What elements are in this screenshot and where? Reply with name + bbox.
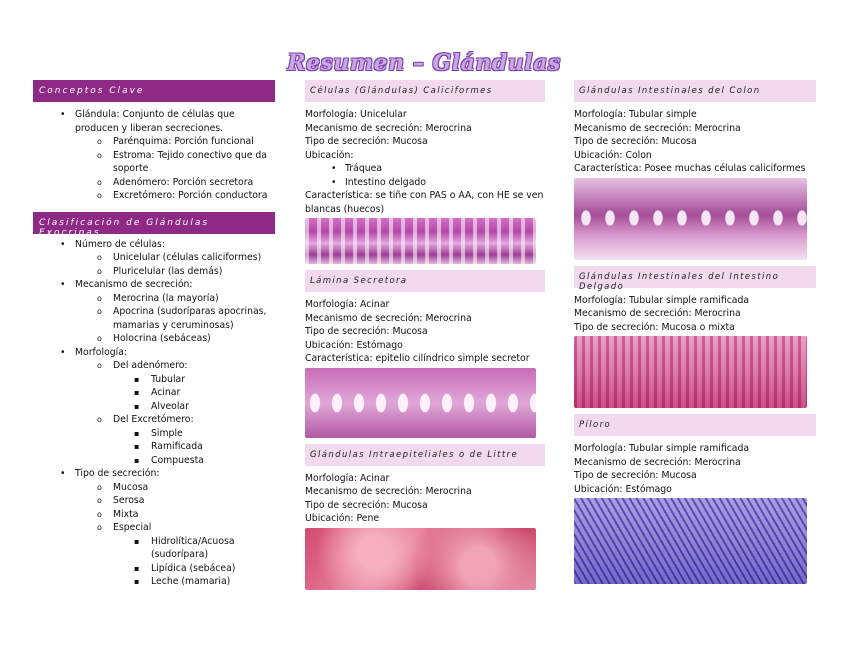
text-line: Mecanismo de secreción: Merocrina bbox=[574, 308, 741, 319]
text-line: Tipo de secreción: Mucosa bbox=[574, 470, 697, 481]
adenomero-sublist bbox=[113, 373, 275, 414]
glandula-definition: Glándula: Conjunto de células que producen y liberan secreciones. bbox=[75, 109, 235, 134]
text-line: Característica: Posee muchas células caliciformes bbox=[574, 163, 806, 174]
section-header-clasificacion: Clasificación de Glándulas Exocrinas bbox=[33, 212, 275, 234]
especial-label: Especial bbox=[113, 522, 152, 533]
text-line: Mecanismo de secreción: Merocrina bbox=[305, 122, 472, 134]
tipo-sublist bbox=[75, 481, 275, 589]
list-item bbox=[113, 413, 275, 467]
section-header-piloro: Píloro bbox=[574, 414, 816, 436]
piloro-micrograph bbox=[574, 498, 807, 584]
text-line: Ubicación: Estómago bbox=[574, 483, 672, 495]
list-item: ▪ Compuesta bbox=[151, 454, 275, 468]
text-line: Morfología: Tubular simple bbox=[574, 109, 697, 120]
colon-micrograph bbox=[574, 178, 807, 260]
conceptos-list bbox=[33, 108, 275, 203]
section-header-caliciformes: Células (Glándulas) Caliciformes bbox=[305, 80, 545, 102]
list-item: o Mixta bbox=[113, 508, 275, 522]
delgado-micrograph bbox=[574, 336, 807, 408]
excretomero-sublist bbox=[113, 427, 275, 468]
clasificacion-list bbox=[33, 238, 275, 589]
list-item: o Serosa bbox=[113, 494, 275, 508]
list-item bbox=[75, 238, 275, 279]
text-line: Morfología: Tubular simple ramificada bbox=[574, 294, 750, 306]
adenomero-label: Del adenómero: bbox=[113, 360, 188, 371]
numero-label: Número de células: bbox=[75, 238, 166, 250]
page-title: Resumen – Glándulas bbox=[287, 50, 561, 76]
text-line: Morfología: Acinar bbox=[305, 299, 390, 310]
list-item: o Excretómero: Porción conductora bbox=[113, 189, 275, 203]
mecanismo-sublist bbox=[75, 292, 275, 346]
numero-sublist bbox=[75, 251, 275, 278]
list-item: o Apocrina (sudoríparas apocrinas, mamarias y ceruminosas) bbox=[113, 305, 275, 332]
list-item: o Merocrina (la mayoría) bbox=[113, 292, 275, 306]
morfologia-label: Morfología: bbox=[75, 346, 128, 358]
list-item: o Mucosa bbox=[113, 481, 275, 495]
caliciformes-body bbox=[305, 108, 545, 216]
list-item: o Holocrina (sebáceas) bbox=[113, 332, 275, 346]
text-line: Tipo de secreción: Mucosa o mixta bbox=[574, 321, 735, 333]
lamina-micrograph bbox=[305, 368, 536, 438]
section-header-conceptos: Conceptos Clave bbox=[33, 80, 275, 102]
littre-micrograph bbox=[305, 528, 536, 590]
text-line: Morfología: Unicelular bbox=[305, 109, 407, 120]
section-header-lamina: Lámina Secretora bbox=[305, 270, 545, 292]
caliciformes-micrograph bbox=[305, 218, 536, 264]
list-item bbox=[113, 359, 275, 413]
mecanismo-label: Mecanismo de secreción: bbox=[75, 279, 193, 290]
list-item: o Unicelular (células caliciformes) bbox=[113, 251, 275, 265]
piloro-body bbox=[574, 442, 816, 496]
list-item: ▪ Hidrolítica/Acuosa (sudorípara) bbox=[151, 535, 275, 562]
ubicaciones-list bbox=[305, 162, 545, 189]
littre-body bbox=[305, 472, 545, 526]
text-line: Mecanismo de secreción: Merocrina bbox=[574, 122, 741, 134]
list-item: ▪ Acinar bbox=[151, 386, 275, 400]
list-item bbox=[75, 108, 275, 203]
list-item: o Parénquima: Porción funcional bbox=[113, 135, 275, 149]
column-left bbox=[33, 80, 275, 589]
list-item: ▪ Lipídica (sebácea) bbox=[151, 562, 275, 576]
text-line: Ubicación: Colon bbox=[574, 149, 652, 161]
lamina-body bbox=[305, 298, 545, 366]
text-line: Mecanismo de secreción: Merocrina bbox=[305, 486, 472, 497]
conceptos-sublist bbox=[75, 135, 275, 203]
list-item: o Adenómero: Porción secretora bbox=[113, 176, 275, 190]
text-line: Tipo de secreción: Mucosa bbox=[305, 326, 428, 337]
list-item: • Intestino delgado bbox=[345, 176, 545, 190]
column-right bbox=[574, 80, 816, 584]
text-line: Mecanismo de secreción: Merocrina bbox=[574, 456, 741, 468]
list-item: ▪ Tubular bbox=[151, 373, 275, 387]
colon-body bbox=[574, 108, 816, 176]
text-line: Característica: se tiñe con PAS o AA, con HE se ven blancas (huecos) bbox=[305, 190, 544, 215]
delgado-body bbox=[574, 294, 816, 335]
especial-sublist bbox=[113, 535, 275, 589]
list-item: • Tráquea bbox=[345, 162, 545, 176]
text-line: Mecanismo de secreción: Merocrina bbox=[305, 312, 472, 324]
list-item: o Pluricelular (las demás) bbox=[113, 265, 275, 279]
text-line: Morfología: Tubular simple ramificada bbox=[574, 443, 750, 454]
text-line: Tipo de secreción: Mucosa bbox=[305, 499, 428, 511]
list-item bbox=[75, 467, 275, 589]
list-item: ▪ Simple bbox=[151, 427, 275, 441]
column-middle bbox=[305, 80, 545, 590]
morfologia-sublist bbox=[75, 359, 275, 467]
text-line: Ubicación: Pene bbox=[305, 513, 380, 524]
list-item: o Estroma: Tejido conectivo que da soporte bbox=[113, 149, 275, 176]
section-header-delgado: Glándulas Intestinales del Intestino Delgado bbox=[574, 266, 816, 288]
list-item bbox=[113, 521, 275, 589]
tipo-label: Tipo de secreción: bbox=[75, 468, 160, 479]
section-header-littre: Glándulas Intraepiteliales o de Littre bbox=[305, 444, 545, 466]
list-item bbox=[75, 346, 275, 468]
text-line: Ubicación: bbox=[305, 149, 354, 161]
excretomero-label: Del Excretómero: bbox=[113, 414, 194, 425]
list-item: ▪ Ramificada bbox=[151, 440, 275, 454]
list-item: ▪ Leche (mamaria) bbox=[151, 575, 275, 589]
section-header-colon: Glándulas Intestinales del Colon bbox=[574, 80, 816, 102]
text-line: Ubicación: Estómago bbox=[305, 339, 403, 351]
text-line: Tipo de secreción: Mucosa bbox=[574, 136, 697, 147]
list-item bbox=[75, 278, 275, 346]
text-line: Característica: epitelio cilíndrico simple secretor bbox=[305, 353, 530, 364]
text-line: Morfología: Acinar bbox=[305, 472, 390, 484]
list-item: ▪ Alveolar bbox=[151, 400, 275, 414]
text-line: Tipo de secreción: Mucosa bbox=[305, 136, 428, 147]
